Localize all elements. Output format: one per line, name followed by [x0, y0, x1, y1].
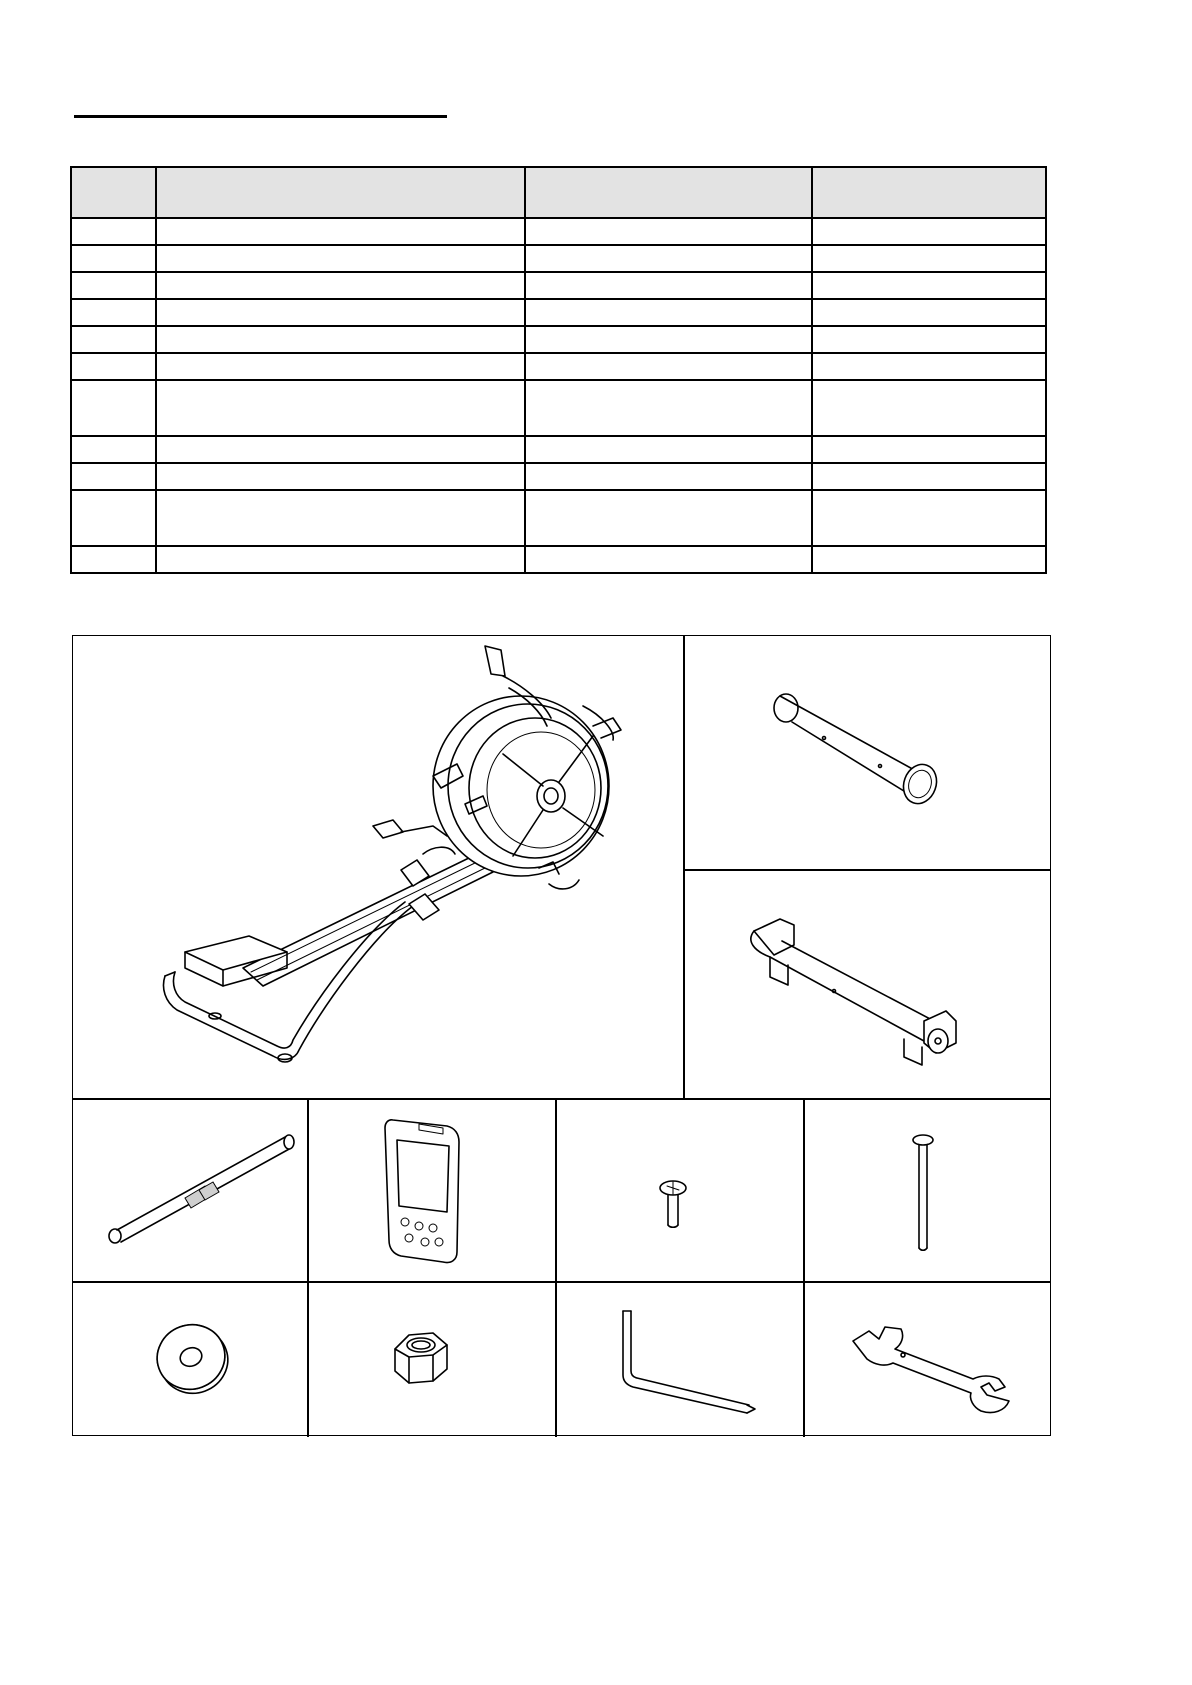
table-cell [71, 299, 156, 326]
long-bolt-figure [805, 1100, 1051, 1281]
handlebar-figure [73, 1100, 307, 1281]
table-row [71, 463, 1046, 490]
table-cell [525, 463, 812, 490]
table-cell [812, 436, 1046, 463]
header-cell [525, 167, 812, 218]
table-row [71, 245, 1046, 272]
parts-list-table [70, 166, 1047, 574]
table-cell [71, 436, 156, 463]
allen-key-icon [557, 1283, 803, 1437]
table-cell [525, 272, 812, 299]
title-underline [74, 115, 447, 118]
table-cell [812, 490, 1046, 546]
table-cell [71, 218, 156, 245]
table-row [71, 218, 1046, 245]
table-cell [156, 353, 525, 380]
table-cell [812, 380, 1046, 436]
nylon-nut-icon [309, 1283, 555, 1437]
rear-stabilizer-icon [684, 871, 1051, 1098]
nylon-nut-figure [309, 1283, 555, 1437]
table-cell [812, 272, 1046, 299]
allen-key-figure [557, 1283, 803, 1437]
table-cell [156, 546, 525, 573]
table-row [71, 436, 1046, 463]
table-row [71, 546, 1046, 573]
table-cell [156, 436, 525, 463]
table-cell [71, 272, 156, 299]
table-cell [156, 380, 525, 436]
table-cell [71, 245, 156, 272]
table-cell [156, 245, 525, 272]
table-cell [812, 326, 1046, 353]
console-monitor-figure [309, 1100, 555, 1281]
table-cell [525, 436, 812, 463]
header-cell [812, 167, 1046, 218]
long-bolt-icon [805, 1100, 1051, 1281]
table-cell [71, 326, 156, 353]
table-cell [71, 463, 156, 490]
parts-illustration-grid [72, 635, 1051, 1436]
table-row [71, 272, 1046, 299]
table-cell [71, 353, 156, 380]
table-cell [525, 218, 812, 245]
front-stabilizer-tube-icon [684, 636, 1051, 869]
table-cell [812, 353, 1046, 380]
table-cell [156, 218, 525, 245]
table-cell [71, 546, 156, 573]
table-cell [156, 326, 525, 353]
rower-main-frame-figure [73, 636, 683, 1098]
table-cell [525, 353, 812, 380]
table-cell [812, 245, 1046, 272]
spanner-wrench-icon [805, 1283, 1051, 1437]
table-cell [156, 490, 525, 546]
rear-stabilizer-figure [684, 871, 1051, 1098]
short-bolt-figure [557, 1100, 803, 1281]
handlebar-icon [73, 1100, 307, 1281]
table-cell [156, 463, 525, 490]
console-monitor-icon [309, 1100, 555, 1281]
table-cell [812, 299, 1046, 326]
table-cell [812, 463, 1046, 490]
short-bolt-icon [557, 1100, 803, 1281]
table-header-row [71, 167, 1046, 218]
table-cell [812, 546, 1046, 573]
rower-main-frame-icon [73, 636, 683, 1098]
table-cell [525, 326, 812, 353]
table-cell [71, 490, 156, 546]
table-cell [525, 245, 812, 272]
front-stabilizer-tube-figure [684, 636, 1051, 869]
table-row [71, 326, 1046, 353]
table-row [71, 380, 1046, 436]
table-cell [525, 380, 812, 436]
table-cell [812, 218, 1046, 245]
table-cell [525, 546, 812, 573]
header-cell [71, 167, 156, 218]
table-row [71, 299, 1046, 326]
table-cell [525, 299, 812, 326]
washer-figure [73, 1283, 307, 1437]
header-cell [156, 167, 525, 218]
table-cell [525, 490, 812, 546]
washer-icon [73, 1283, 307, 1437]
table-cell [156, 299, 525, 326]
table-row [71, 353, 1046, 380]
spanner-wrench-figure [805, 1283, 1051, 1437]
table-row [71, 490, 1046, 546]
table-cell [71, 380, 156, 436]
table-cell [156, 272, 525, 299]
